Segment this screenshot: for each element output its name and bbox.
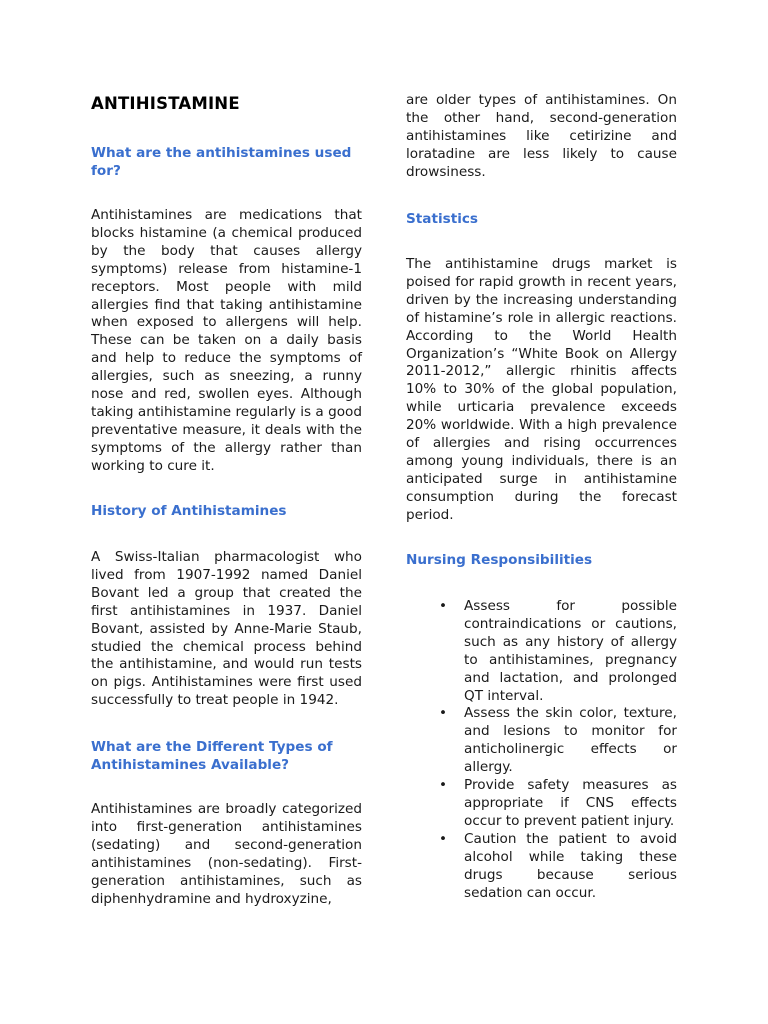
list-item-text: Assess the skin color, texture, and lesions to monitor for anticholinergic effects or allergy. [464, 705, 677, 776]
paragraph-types-left: Antihistamines are broadly categorized into first-generation antihistamines (sedating) and second-generation antihistamines (non-sedating). First-generation antihistamines, such as diphenhydramine and hydroxyzine, [91, 801, 362, 907]
list-item-text: Assess for possible contraindications or cautions, such as any history of allergy to antihistamines, pregnancy and lactation, and prolonged QT interval. [464, 598, 677, 704]
heading-statistics: Statistics [406, 211, 479, 227]
bullet-dot: • [439, 830, 448, 847]
list-item-text: Provide safety measures as appropriate if CNS effects occur to prevent patient injury. [464, 777, 677, 829]
bullet-dot: • [439, 777, 448, 794]
paragraph-history: A Swiss-Italian pharmacologist who lived from 1907-1992 named Daniel Bovant led a group that created the first antihistamines in 1937. Daniel Bovant, assisted by Anne-Marie Staub, studied the chemical process behind the antihistamine, and would run tests on pigs. Antihistamines were first used successfully to treat people in 1942. [91, 549, 362, 709]
heading-types: What are the Different Types of Antihistamines Available? [91, 739, 333, 773]
heading-history: History of Antihistamines [91, 503, 287, 519]
paragraph-types-continued: are older types of antihistamines. On the other hand, second-generation antihistamines like cetirizine and loratadine are less likely to cause drowsiness. [406, 92, 677, 180]
list-item [439, 777, 677, 831]
list-item [439, 831, 677, 903]
list-item [439, 705, 677, 777]
document-title: ANTIHISTAMINE [91, 94, 240, 113]
nursing-list [439, 598, 677, 902]
heading-nursing: Nursing Responsibilities [406, 552, 593, 568]
list-item-text: Caution the patient to avoid alcohol while taking these drugs because serious sedation can occur. [464, 830, 677, 901]
heading-used-for: What are the antihistamines used for? [91, 145, 352, 179]
list-item [439, 598, 677, 705]
paragraph-used-for: Antihistamines are medications that blocks histamine (a chemical produced by the body that causes allergy symptoms) release from histamine-1 receptors. Most people with mild allergies find that taking antihistamine when exposed to allergens will help. These can be taken on a daily basis and help to reduce the symptoms of allergies, such as sneezing, a runny nose and red, swollen eyes. Although taking antihistamine regularly is a good preventative measure, it deals with the symptoms of the allergy rather than working to cure it. [91, 207, 362, 474]
bullet-dot: • [439, 598, 448, 614]
paragraph-statistics: The antihistamine drugs market is poised for rapid growth in recent years, driven by the increasing understanding of histamine’s role in allergic reactions. According to the World Health Organization’s “White Book on Allergy 2011-2012,” allergic rhinitis affects 10% to 30% of the global population, while urticaria prevalence exceeds 20% worldwide. With a high prevalence of allergies and rising occurrences among young individuals, there is an anticipated surge in antihistamine consumption during the forecast period. [406, 256, 677, 523]
bullet-dot: • [439, 705, 448, 722]
